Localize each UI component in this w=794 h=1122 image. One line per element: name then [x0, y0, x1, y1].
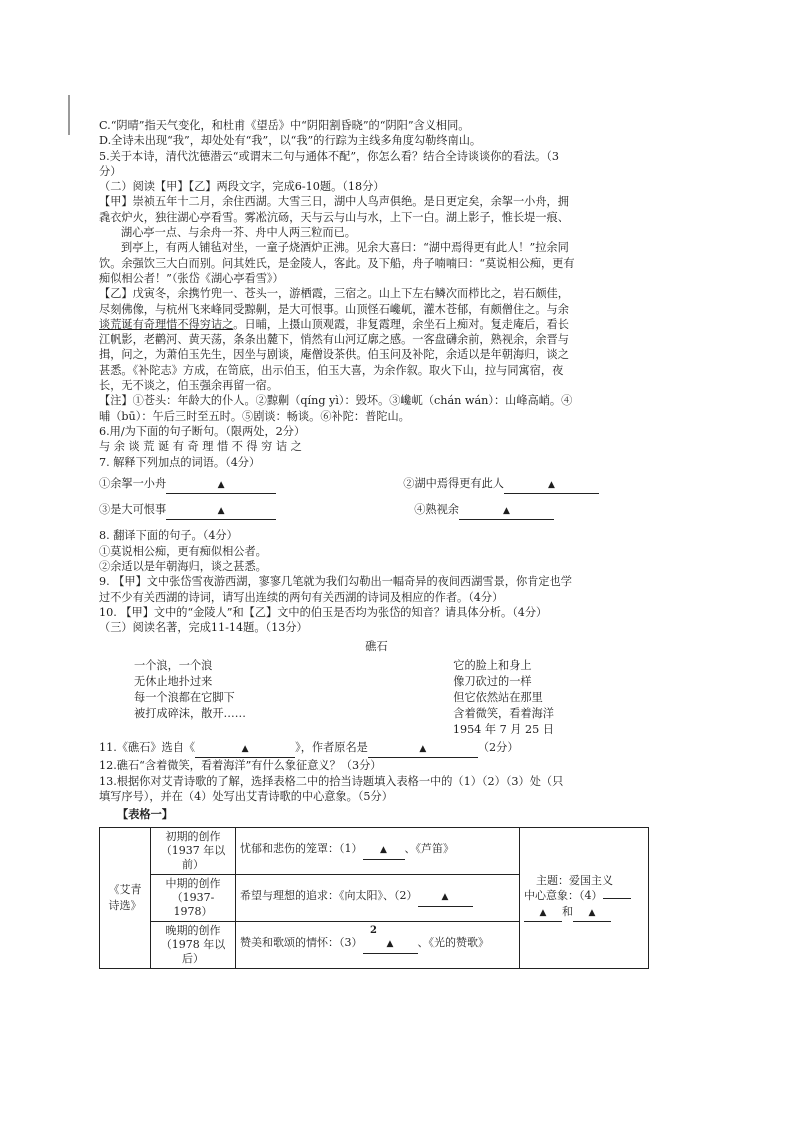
- passage-b-line: 【乙】戊寅冬，余携竹兜一、苍头一，游栖霞，三宿之。山上下左右鳞次而栉比之，岩石颇佳，: [99, 287, 569, 301]
- triangle-icon: ▲: [386, 939, 394, 950]
- content-text: 忧郁和悲伤的笼罩：（1）: [240, 842, 363, 856]
- theme-cell: [520, 827, 649, 968]
- table-label: 【表格一】: [117, 807, 173, 822]
- triangle-icon: ▲: [217, 479, 225, 490]
- answer-blank[interactable]: [603, 898, 631, 899]
- center-image-line: [524, 888, 644, 903]
- poem-line: 一个浪，一个浪: [134, 658, 213, 672]
- book-title-cell: 《艾青诗选》: [100, 827, 151, 968]
- question-7: 7. 解释下列加点的词语。（4分）: [99, 455, 261, 469]
- poem-line: 像刀砍过的一样: [453, 674, 532, 688]
- passage-b-line: 长，无不谈之，伯玉强余再留一宿。: [99, 379, 279, 393]
- word-item-4: ④熟视余: [414, 503, 459, 517]
- triangle-icon: ▲: [217, 506, 225, 517]
- triangle-icon: ▲: [380, 845, 387, 856]
- page-number: 2: [370, 925, 377, 936]
- question-9-cont: 过不少有关西湖的诗词，请写出连续的两句有关西湖的诗词及相应的作者。（4分）: [99, 590, 504, 604]
- triangle-icon: ▲: [419, 744, 427, 755]
- poem-line: 含着微笑，看着海洋: [453, 706, 554, 720]
- question-11-score: （2分）: [477, 741, 519, 755]
- passage-b-text: 。日晡，上摄山顶观霞，非复霞理，余坐石上痴对。复走庵后，看长: [233, 317, 569, 331]
- poem-line: 每一个浪都在它脚下: [134, 690, 235, 704]
- theme-text: 主题：爱国主义: [536, 874, 613, 888]
- answer-blank[interactable]: [573, 904, 611, 922]
- triangle-icon: ▲: [588, 907, 596, 918]
- question-12: 12.礁石“含着微笑，看着海洋”有什么象征意义？（3分）: [99, 759, 382, 773]
- poem-line: 它的脸上和身上: [453, 658, 532, 672]
- content-cell: [236, 921, 520, 968]
- content-cell: [236, 874, 520, 921]
- triangle-icon: ▲: [441, 892, 449, 903]
- notes-line: 晡（bū）：午后三时至五时。⑤剧谈：畅谈。⑥补陀：普陀山。: [99, 409, 410, 423]
- question-8-sentence-1: ①莫说相公痴，更有痴似相公者。: [99, 544, 267, 558]
- passage-a-line: 毳衣炉火，独往湖心亭看雪。雾凇沆砀，天与云与山与水，上下一白。湖上影子，惟长堤一痕、: [99, 210, 569, 224]
- question-9: 9. 【甲】文中张岱雪夜游西湖，寥寥几笔就为我们勾勒出一幅奇异的夜间西湖雪景，你肯定也学: [99, 575, 572, 589]
- question-5: 5.关于本诗，清代沈德潜云“或谓末二句与通体不配”，你怎么看？结合全诗谈谈你的看法。（3: [99, 149, 559, 163]
- answer-blank[interactable]: [195, 740, 295, 758]
- content-text: 、《芦笛》: [404, 842, 454, 856]
- section-3-heading: （三）阅读名著，完成11-14题。（13分）: [99, 621, 308, 635]
- period-cell: 中期的创作（1937-1978）: [151, 874, 236, 921]
- passage-a-line: 饮。余强饮三大白而别。问其姓氏，是金陵人，客此。及下船，舟子喃喃曰：“莫说相公痴，更有: [99, 256, 575, 270]
- answer-blank[interactable]: [418, 888, 473, 906]
- poem-date: 1954 年 7 月 25 日: [452, 722, 554, 736]
- poetry-table: [99, 827, 649, 969]
- answer-blank[interactable]: [166, 502, 276, 520]
- exam-content: [99, 118, 654, 969]
- word-item-1: ①余挐一小舟: [99, 476, 167, 490]
- question-5-score: 分）: [99, 164, 122, 178]
- triangle-icon: ▲: [539, 907, 547, 918]
- question-11-text: 11.《礁石》选自《: [99, 741, 196, 755]
- underlined-sentence: 谈荒诞有奇理惜不得穷诘之: [99, 317, 234, 331]
- word-item-2: ②湖中焉得更有此人: [403, 476, 504, 490]
- triangle-icon: ▲: [241, 744, 249, 755]
- question-13: 13.根据你对艾青诗歌的了解，选择表格二中的拾当诗题填入表格一中的（1）（2）（3）处（只: [99, 774, 564, 788]
- notes-line: 【注】①苍头：年龄大的仆人。②黥劓（qíng yì）：毁坏。③巉屼（chán wán）：山峰高峭。④: [99, 394, 573, 408]
- poem-body: [134, 658, 554, 722]
- answer-blank[interactable]: [363, 935, 418, 953]
- option-d: D.全诗未出现“我”，却处处有“我”，以“我”的行踪为主线多角度勾勒终南山。: [99, 134, 482, 148]
- question-11-text: 》，作者原名是: [295, 741, 368, 755]
- question-8: 8. 翻译下面的句子。（4分）: [99, 529, 238, 543]
- question-7-row-1: [99, 476, 599, 494]
- answer-blank[interactable]: [524, 904, 562, 922]
- center-image-label: 中心意象：（4）: [524, 889, 603, 903]
- triangle-icon: ▲: [548, 479, 555, 490]
- content-text: 、《光的赞歌》: [417, 936, 489, 950]
- option-c: C.“阴晴”指天气变化，和杜甫《望岳》中“阴阳割昏晓”的“阴阳”含义相同。: [99, 119, 470, 132]
- poem-right-column: [453, 658, 554, 722]
- passage-a-line: 痴似相公者！”（张岱《湖心亭看雪》）: [99, 271, 284, 285]
- question-6-sentence: 与 余 谈 荒 诞 有 奇 理 惜 不 得 穷 诘 之: [99, 440, 302, 454]
- content-text: 希望与理想的追求：《向太阳》、（2）: [240, 889, 418, 903]
- answer-blank[interactable]: [459, 502, 554, 520]
- question-11: [99, 740, 654, 758]
- poem-left-column: [134, 658, 246, 722]
- question-6: 6.用/为下面的句子断句。（限两处，2分）: [99, 424, 306, 438]
- passage-b-line: 甚悉。《补陀志》方成，在笥底，出示伯玉，伯玉大喜，为余作叙。取火下山，拉与同寓宿，夜: [99, 363, 564, 377]
- content-text: 赞美和歌颂的情怀：（3）: [240, 936, 363, 950]
- passage-a-line: 到亭上，有两人铺毡对坐，一童子烧酒炉正沸。见余大喜曰：“湖中焉得更有此人！”拉余同: [121, 241, 569, 255]
- passage-a-line: 【甲】崇祯五年十二月，余住西湖。大雪三日，湖中人鸟声俱绝。是日更定矣，余挐一小舟，拥: [99, 195, 569, 209]
- period-cell: 晚期的创作（1978 年以后）: [151, 921, 236, 968]
- scan-margin-mark: [68, 95, 70, 135]
- center-image-line-2: [524, 904, 644, 922]
- table-row: [100, 827, 649, 874]
- answer-blank[interactable]: [166, 476, 276, 494]
- section-2-heading: （二）阅读【甲】【乙】两段文字，完成6-10题。（18分）: [99, 180, 385, 194]
- passage-b-line: 江帆影，老鹳河、黄天荡，条条出麓下，悄然有山河辽廓之感。一客盘礴余前，熟视余，余晋与: [99, 333, 569, 347]
- poem-line: 被打成碎沫，散开……: [134, 706, 246, 720]
- poem-title: 礁石: [365, 639, 388, 653]
- and-text: 和: [562, 904, 573, 918]
- question-10: 10. 【甲】文中的“金陵人”和【乙】文中的伯玉是否均为张岱的知音？请具体分析。（4分）: [99, 605, 548, 619]
- answer-blank[interactable]: [363, 841, 405, 859]
- passage-b-line: 尽刻佛像，与杭州飞来峰同受黥劓，是大可恨事。山顶怪石巉屼，灌木苍郁，有颇僧住之。与余: [99, 302, 569, 316]
- passage-a-line: 湖心亭一点、与余舟一芥、舟中人两三粒而已。: [121, 226, 356, 240]
- content-cell: [236, 827, 520, 874]
- word-item-3: ③是大可恨事: [99, 503, 167, 517]
- poem-line: 但它依然站在那里: [453, 690, 543, 704]
- passage-b-line: 揖，问之，为萧伯玉先生，因坐与剧谈，庵僧设茶供。伯玉问及补陀，余适以是年朝海归，谈之: [99, 348, 569, 362]
- question-8-sentence-2: ②余适以是年朝海归，谈之甚悉。: [99, 560, 267, 574]
- passage-b-line: [99, 317, 654, 332]
- poem-line: 无休止地扑过来: [134, 674, 213, 688]
- answer-blank[interactable]: [368, 740, 478, 758]
- triangle-icon: ▲: [503, 506, 510, 517]
- question-13-cont: 填写序号），并在（4）处写出艾青诗歌的中心意象。（5分）: [99, 789, 393, 803]
- period-cell: 初期的创作（1937 年以前）: [151, 827, 236, 874]
- answer-blank[interactable]: [504, 476, 599, 494]
- question-7-row-2: [99, 502, 599, 520]
